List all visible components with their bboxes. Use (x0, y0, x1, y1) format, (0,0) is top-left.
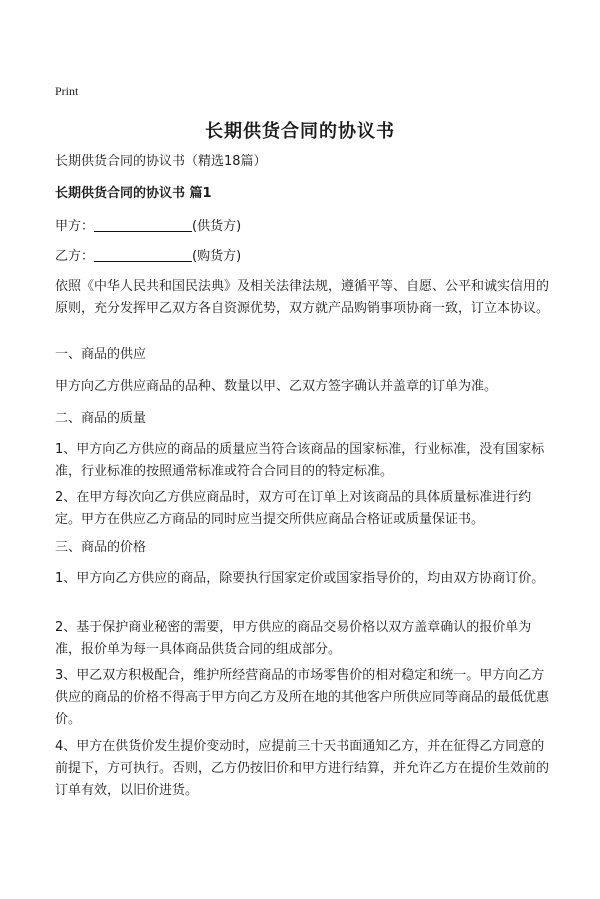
party-b-label: 乙方： (55, 249, 95, 264)
party-a-role: (供货方) (192, 219, 242, 234)
document-subtitle: 长期供货合同的协议书（精选18篇） (55, 154, 267, 169)
section-title: 长期供货合同的协议书 篇1 (55, 186, 212, 201)
paragraph-price-1: 1、甲方向乙方供应的商品，除要执行国家定价或国家指导价的，均由双方协商订价。 (55, 571, 545, 586)
paragraph-price-4: 4、甲方在供货价发生提价变动时，应提前三十天书面通知乙方，并在征得乙方同意的前提下，方可执行。否则，乙方仍按旧价和甲方进行结算，并允许乙方在提价生效前的订单有效，以旧价进货。 (55, 739, 550, 798)
paragraph-intro: 依照《中华人民共和国民法典》及相关法律法规，遵循平等、自愿、公平和诚实信用的原则，充分发挥甲乙双方各自资源优势，双方就产品购销事项协商一致，订立本协议。 (55, 279, 550, 316)
party-a-line (55, 216, 555, 238)
paragraph-quality-2: 2、在甲方每次向乙方供应商品时，双方可在订单上对该商品的具体质量标准进行约定。甲方在供应乙方商品的同时应当提交所供应商品合格证或质量保证书。 (55, 490, 532, 527)
paragraph-price-3: 3、甲乙双方积极配合，维护所经营商品的市场零售价的相对稳定和统一。甲方向乙方供应的商品的价格不得高于甲方向乙方及所在地的其他客户所供应同等商品的最低优惠价。 (55, 668, 550, 727)
party-b-blank (94, 247, 192, 262)
party-b-role: (购货方) (192, 249, 242, 264)
paragraph-price-2: 2、基于保护商业秘密的需要，甲方供应的商品交易价格以双方盖章确认的报价单为准，报价单为每一具体商品供货合同的组成部分。 (55, 620, 532, 657)
paragraph-supply: 甲方向乙方供应商品的品种、数量以甲、乙双方签字确认并盖章的订单为准。 (55, 379, 498, 394)
heading-supply: 一、商品的供应 (55, 347, 147, 362)
print-label: Print (55, 84, 79, 98)
document-title: 长期供货合同的协议书 (205, 121, 395, 142)
party-a-blank (94, 217, 192, 232)
heading-price: 三、商品的价格 (55, 540, 147, 555)
paragraph-quality-1: 1、甲方向乙方供应的商品的质量应当符合该商品的国家标准，行业标准，没有国家标准，行业标准的按照通常标准或符合合同目的的特定标准。 (55, 442, 545, 479)
party-b-line (55, 246, 555, 268)
party-a-label: 甲方： (55, 219, 95, 234)
heading-quality: 二、商品的质量 (55, 411, 147, 426)
